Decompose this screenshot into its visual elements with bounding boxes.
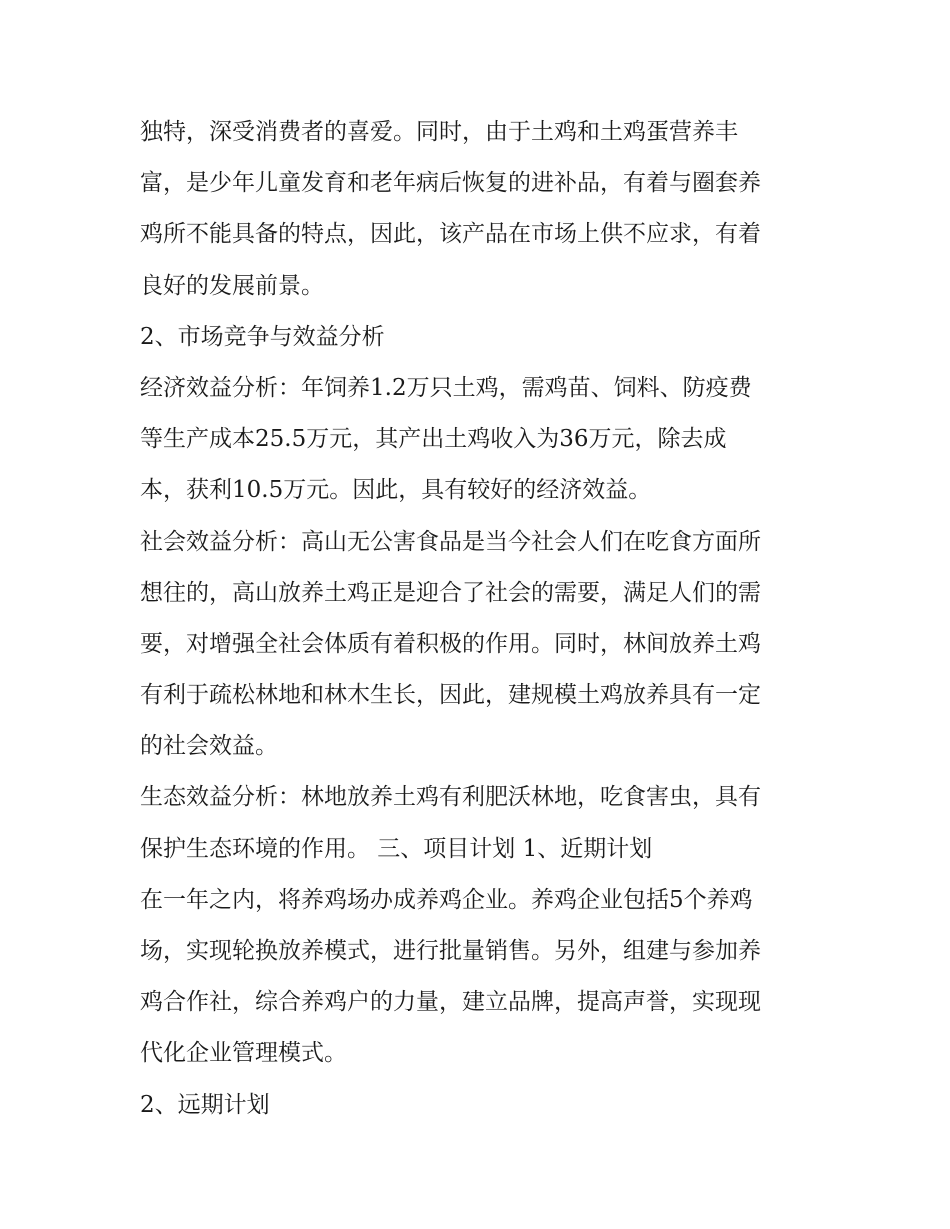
text-line: 经济效益分析：年饲养1.2万只土鸡，需鸡苗、饲料、防疫费 [140,374,752,401]
section-heading: 2、远期计划 [140,1091,270,1118]
text-line: 在一年之内，将养鸡场办成养鸡企业。养鸡企业包括5个养鸡 [140,886,753,913]
text-line: 等生产成本25.5万元，其产出土鸡收入为36万元，除去成 [140,426,727,453]
section-heading: 2、市场竞争与效益分析 [140,323,385,350]
text-line: 要，对增强全社会体质有着积极的作用。同时，林间放养土鸡 [140,630,761,657]
document-body [140,107,820,1131]
text-line: 富，是少年儿童发育和老年病后恢复的进补品，有着与圈套养 [140,170,761,197]
text-line: 保护生态环境的作用。 三、项目计划 1、近期计划 [140,835,653,862]
text-line: 良好的发展前景。 [140,272,324,299]
text-line: 的社会效益。 [140,733,278,760]
text-line: 想往的，高山放养土鸡正是迎合了社会的需要，满足人们的需 [140,579,761,606]
text-line: 独特，深受消费者的喜爱。同时，由于土鸡和土鸡蛋营养丰 [140,119,738,145]
text-line: 本，获利10.5万元。因此，具有较好的经济效益。 [140,477,652,504]
text-line: 生态效益分析：林地放养土鸡有利肥沃林地，吃食害虫，具有 [140,784,761,811]
text-line: 社会效益分析：高山无公害食品是当今社会人们在吃食方面所 [140,528,761,555]
text-line: 场，实现轮换放养模式，进行批量销售。另外，组建与参加养 [140,938,761,964]
text-line: 代化企业管理模式。 [140,1040,347,1067]
text-line: 有利于疏松林地和林木生长，因此，建规模土鸡放养具有一定 [140,682,761,709]
text-line: 鸡合作社，综合养鸡户的力量，建立品牌，提高声誉，实现现 [140,989,761,1016]
text-line: 鸡所不能具备的特点，因此，该产品在市场上供不应求，有着 [140,221,761,248]
